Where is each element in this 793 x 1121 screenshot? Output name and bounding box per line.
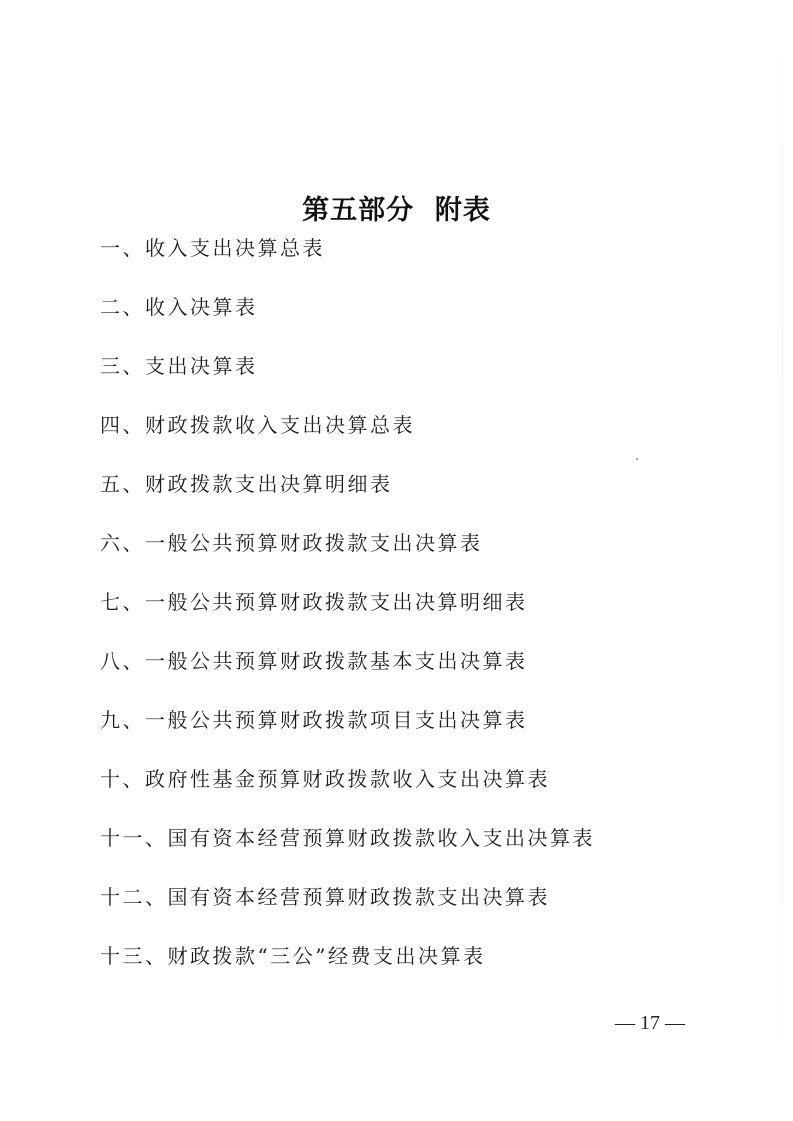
list-item: 八、一般公共预算财政拨款基本支出决算表 — [100, 649, 528, 673]
list-item: 九、一般公共预算财政拨款项目支出决算表 — [100, 708, 528, 732]
list-item: 十二、国有资本经营预算财政拨款支出决算表 — [100, 885, 550, 909]
appendix-table-list — [100, 230, 595, 997]
list-item: 四、财政拨款收入支出决算总表 — [100, 413, 415, 437]
list-item: 六、一般公共预算财政拨款支出决算表 — [100, 531, 483, 555]
list-item: 十一、国有资本经营预算财政拨款收入支出决算表 — [100, 826, 595, 850]
scan-edge-shadow — [782, 0, 783, 1121]
list-item: 二、收入决算表 — [100, 295, 258, 319]
list-item: 三、支出决算表 — [100, 354, 258, 378]
list-item: 七、一般公共预算财政拨款支出决算明细表 — [100, 590, 528, 614]
page-title: 第五部分 附表 — [302, 195, 491, 227]
page-number: — 17 — — [615, 1012, 685, 1034]
scan-speck — [636, 458, 638, 460]
list-item: 十三、财政拨款“三公”经费支出决算表 — [100, 944, 486, 968]
list-item: 十、政府性基金预算财政拨款收入支出决算表 — [100, 767, 550, 791]
list-item: 五、财政拨款支出决算明细表 — [100, 472, 393, 496]
list-item: 一、收入支出决算总表 — [100, 236, 325, 260]
